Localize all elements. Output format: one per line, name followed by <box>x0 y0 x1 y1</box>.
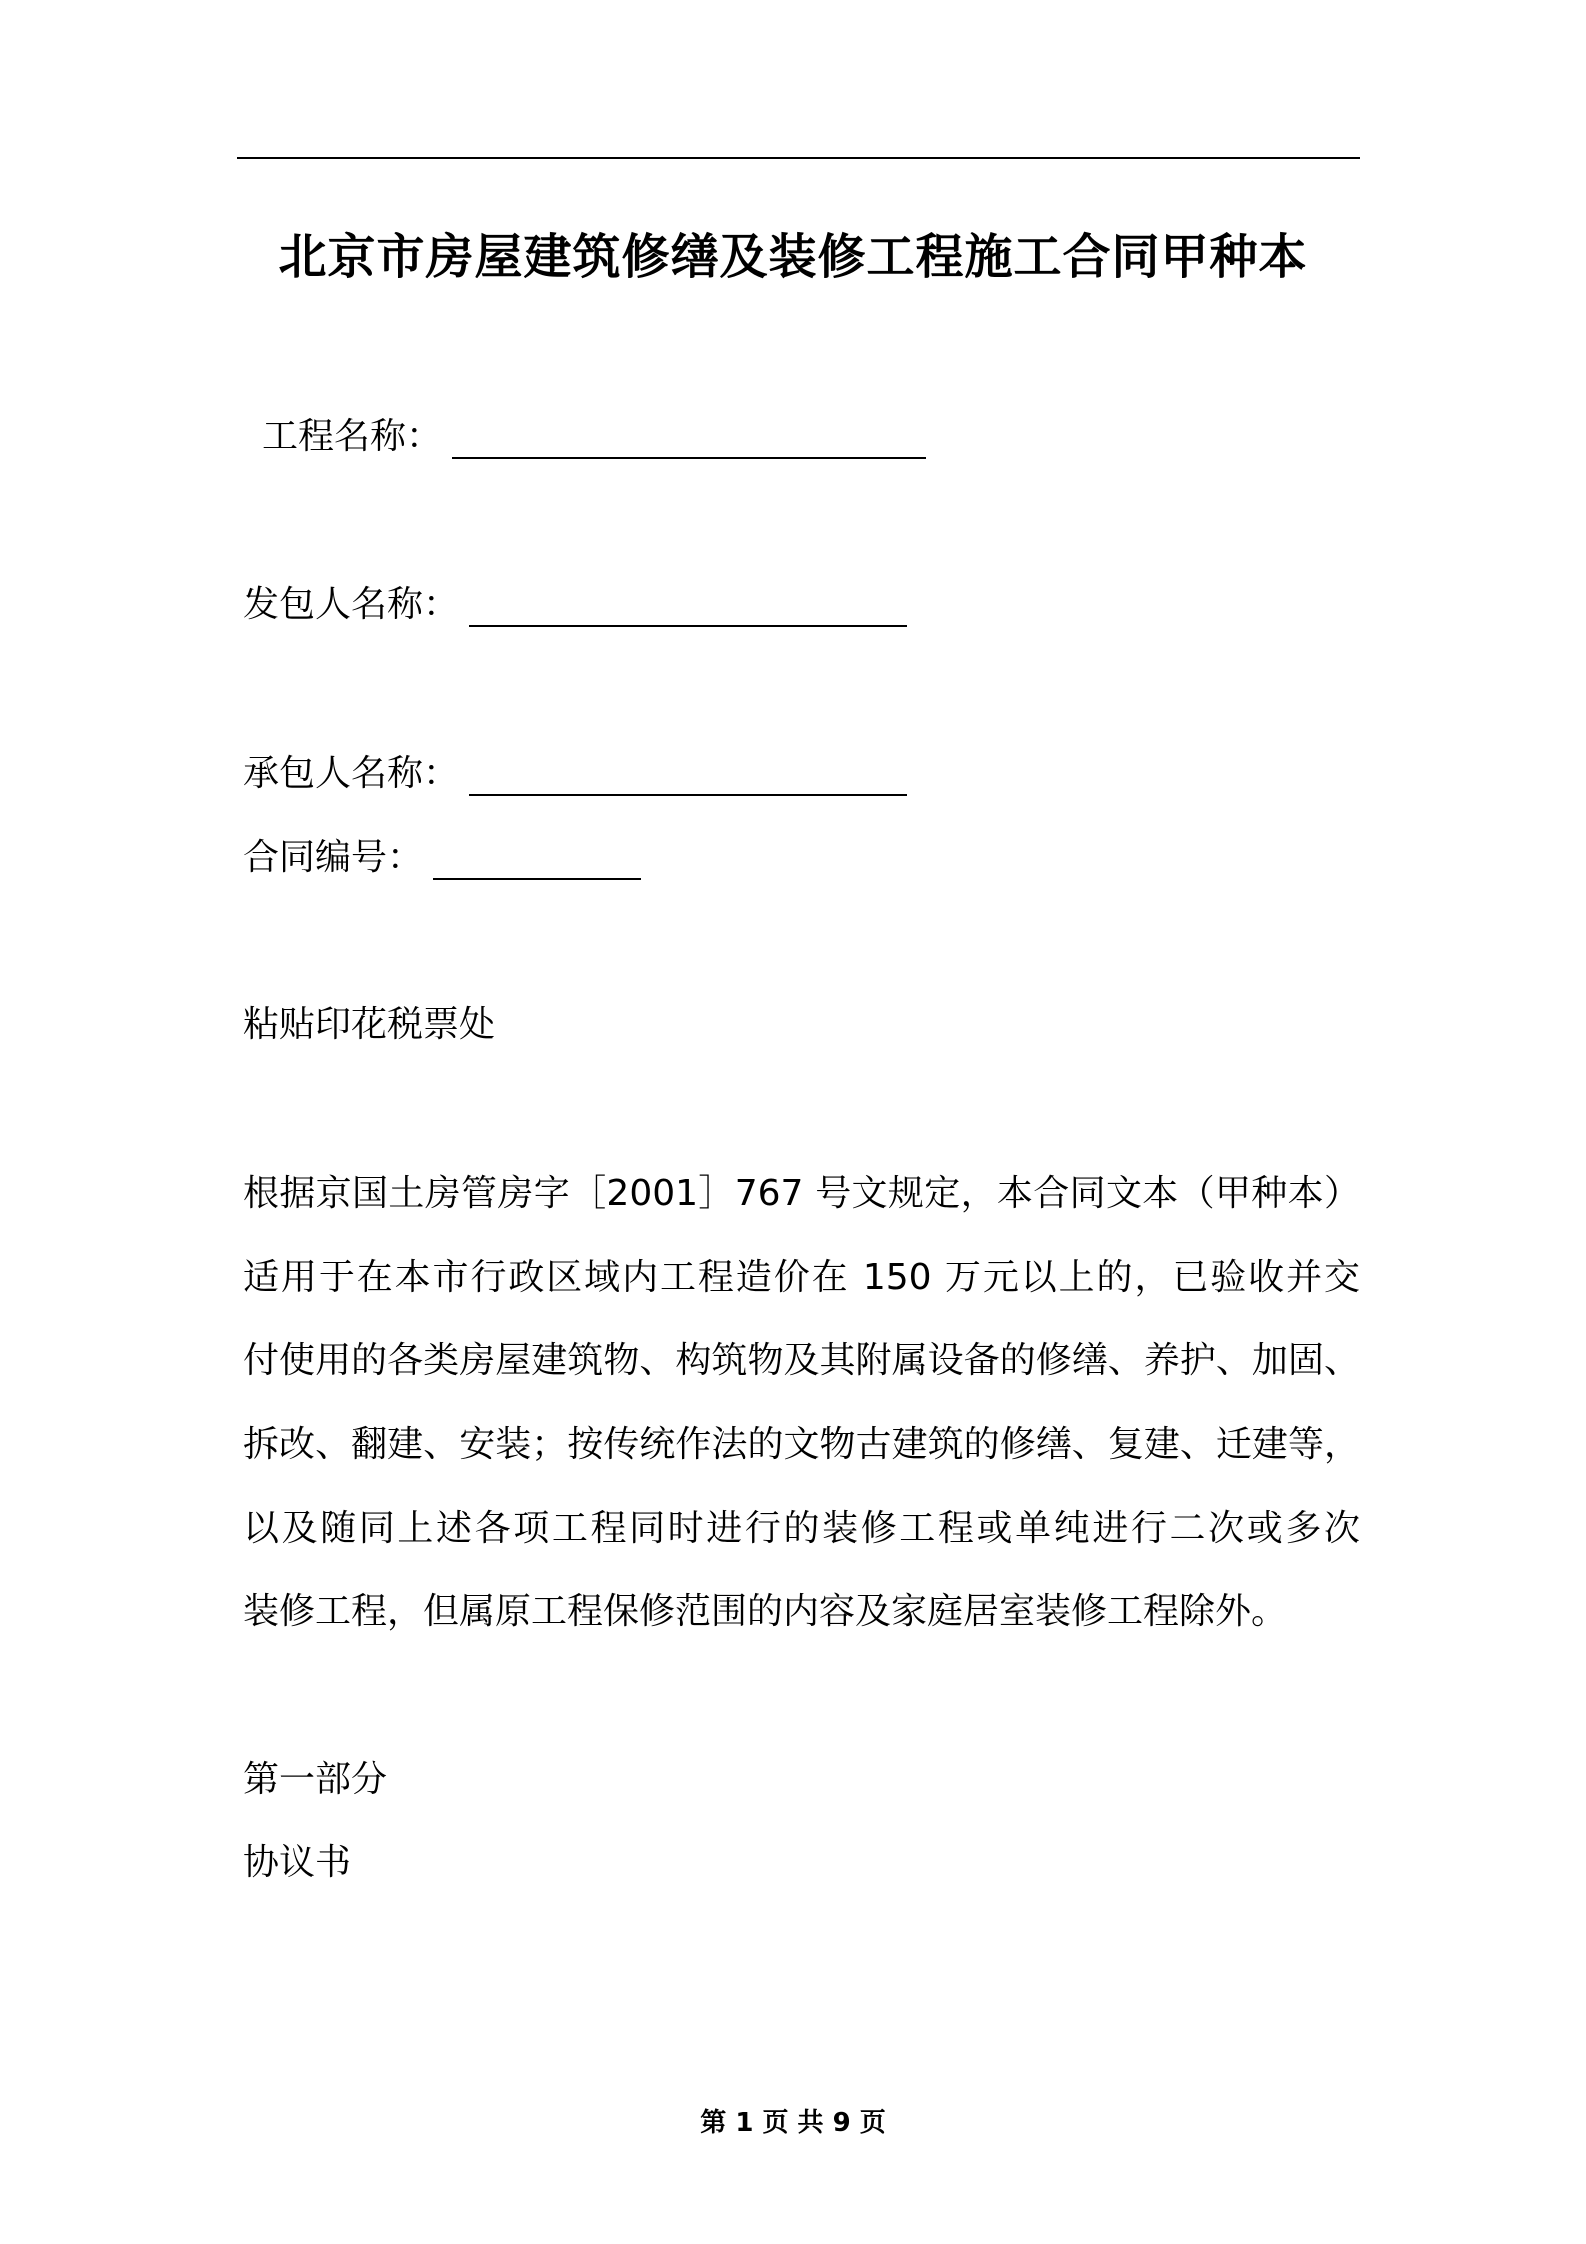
part-heading: 第一部分 <box>243 1759 388 1800</box>
field-contract-number <box>243 836 641 880</box>
field-label: 发包人名称： <box>243 584 460 625</box>
field-contractor-name <box>243 752 907 796</box>
blank-line[interactable] <box>469 595 907 627</box>
paragraph-line: 拆改、翻建、安装；按传统作法的文物古建筑的修缮、复建、迁建等， <box>243 1424 1360 1465</box>
paragraph-line: 付使用的各类房屋建筑物、构筑物及其附属设备的修缮、养护、加固、 <box>243 1340 1360 1381</box>
blank-line[interactable] <box>433 848 641 880</box>
document-title: 北京市房屋建筑修缮及装修工程施工合同甲种本 <box>278 229 1308 285</box>
header-rule <box>237 157 1360 159</box>
field-label: 合同编号： <box>243 837 424 878</box>
stamp-note: 粘贴印花税票处 <box>243 1004 496 1045</box>
field-label: 工程名称： <box>262 416 443 457</box>
paragraph-line: 根据京国土房管房字［2001］767 号文规定，本合同文本（甲种本） <box>243 1173 1360 1214</box>
paragraph-line: 适用于在本市行政区域内工程造价在 150 万元以上的，已验收并交 <box>243 1257 1360 1298</box>
paragraph-line: 以及随同上述各项工程同时进行的装修工程或单纯进行二次或多次 <box>243 1508 1360 1549</box>
section-heading: 协议书 <box>243 1842 352 1883</box>
blank-line[interactable] <box>469 764 907 796</box>
field-employer-name <box>243 583 907 627</box>
field-project-name <box>262 415 926 459</box>
field-label: 承包人名称： <box>243 753 460 794</box>
blank-line[interactable] <box>452 427 926 459</box>
paragraph-line: 装修工程，但属原工程保修范围的内容及家庭居室装修工程除外。 <box>243 1591 1288 1632</box>
page-number-footer: 第 1 页 共 9 页 <box>700 2108 886 2138</box>
